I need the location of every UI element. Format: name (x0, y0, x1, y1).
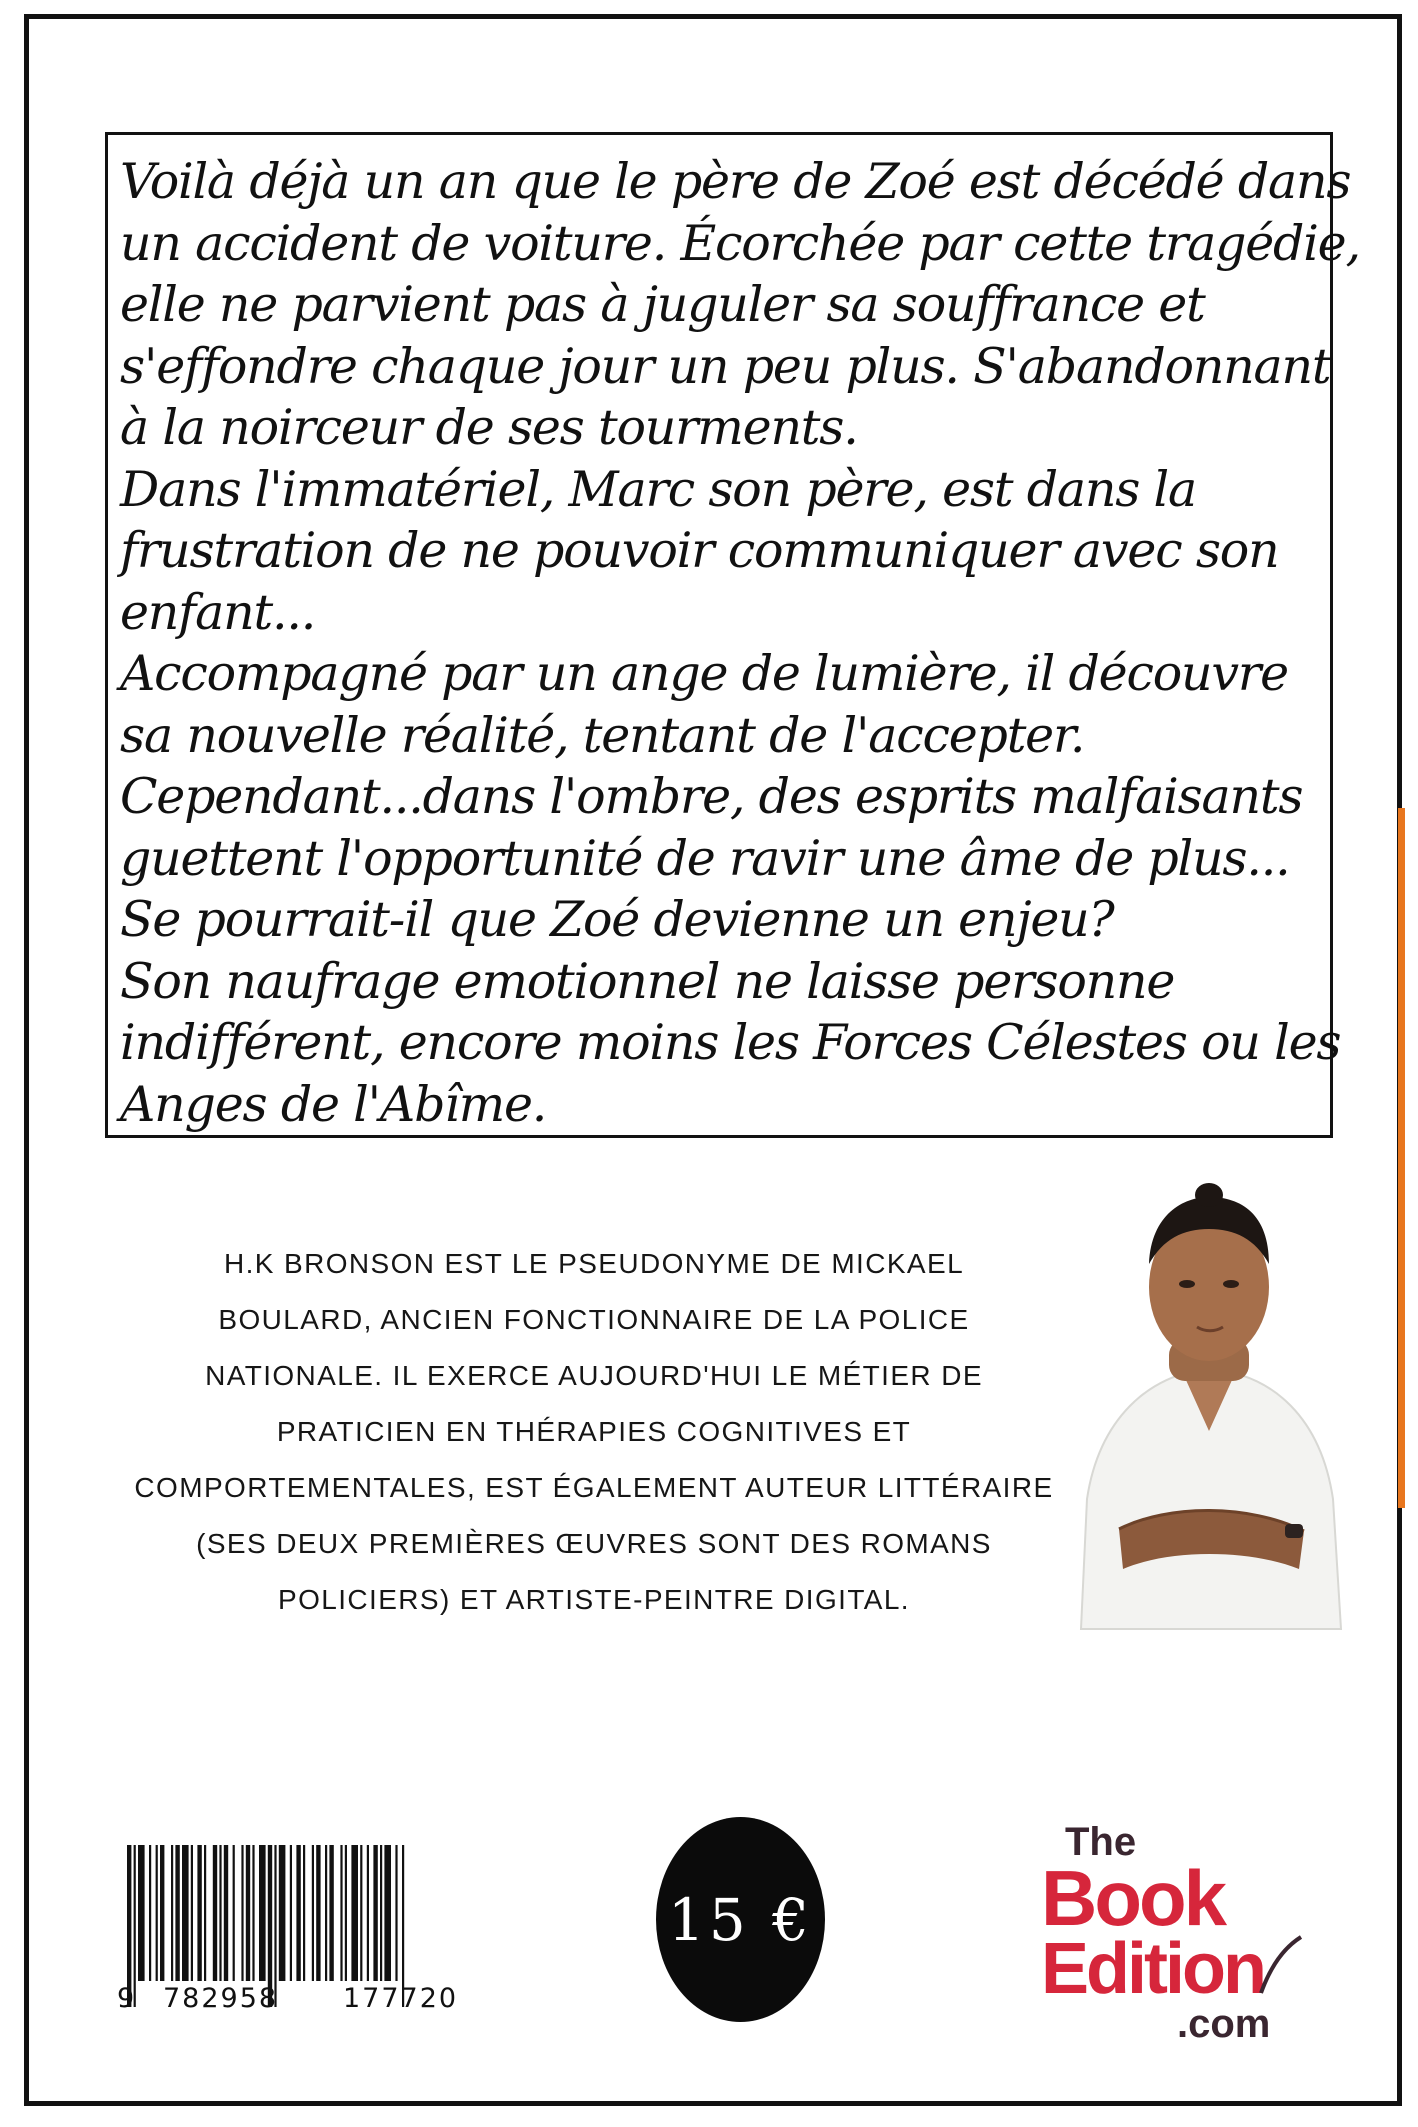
barcode-bar (252, 1845, 254, 1981)
barcode-bar (367, 1845, 369, 1981)
price-badge (656, 1817, 825, 2022)
barcode-bar (380, 1845, 382, 1981)
bio-line: NATIONALE. IL EXERCE AUJOURD'HUI LE MÉTIER DE (205, 1360, 983, 1391)
bio-line: (SES DEUX PREMIÈRES ŒUVRES SONT DES ROMANS (196, 1528, 992, 1559)
barcode-digits-left: 782958 (163, 1983, 279, 2014)
barcode-bar (345, 1845, 347, 1981)
publisher-logo-book: Book (1041, 1854, 1224, 1942)
barcode-bar (171, 1845, 173, 1981)
synopsis-line: sa nouvelle réalité, tentant de l'accepter. (120, 706, 1085, 764)
author-biography (99, 1236, 1089, 1628)
barcode-bar (312, 1845, 314, 1981)
publisher-logo-com: .com (1177, 2002, 1271, 2046)
synopsis-line: indifférent, encore moins les Forces Célestes ou les (120, 1014, 1341, 1071)
bio-line: BOULARD, ANCIEN FONCTIONNAIRE DE LA POLICE (218, 1304, 970, 1335)
bio-line: POLICIERS) ET ARTISTE-PEINTRE DIGITAL. (278, 1584, 910, 1615)
synopsis-line: à la noirceur de ses tourments. (120, 399, 858, 456)
publisher-logo-the: The (1065, 1820, 1137, 1864)
publisher-logo (1039, 1815, 1329, 2055)
barcode-bar (290, 1845, 292, 1981)
barcode-bar (384, 1845, 391, 1981)
book-back-cover (24, 14, 1402, 2106)
synopsis-line: frustration de ne pouvoir communiquer avec son (120, 522, 1279, 579)
barcode-bar (395, 1845, 397, 1981)
barcode-bar (160, 1845, 164, 1981)
barcode-bar (149, 1845, 151, 1981)
barcode-bar (175, 1845, 179, 1981)
barcode-bar (224, 1845, 228, 1981)
synopsis-line: guettent l'opportunité de ravir une âme de plus... (120, 829, 1290, 887)
author-portrait (1081, 1183, 1341, 1629)
synopsis-line: Cependant...dans l'ombre, des esprits malfaisants (120, 768, 1303, 825)
synopsis-box (105, 132, 1360, 1138)
barcode-bar (219, 1845, 221, 1981)
synopsis-line: Dans l'immatériel, Marc son père, est dans la (120, 460, 1197, 518)
barcode-bar (233, 1845, 235, 1981)
barcode-bar (241, 1845, 243, 1981)
barcode-bar (316, 1845, 320, 1981)
synopsis-line: Accompagné par un ange de lumière, il découvre (120, 645, 1288, 702)
barcode-bar (204, 1845, 206, 1981)
barcode-bar (182, 1845, 189, 1981)
barcode-bar (279, 1845, 286, 1981)
synopsis-line: elle ne parvient pas à juguler sa souffrance et (120, 276, 1205, 333)
barcode-digit-prefix: 9 (117, 1983, 135, 2014)
bio-line: COMPORTEMENTALES, EST ÉGALEMENT AUTEUR LITTÉRAIRE (134, 1472, 1054, 1503)
barcode-bar (191, 1845, 193, 1981)
barcode-digits (117, 1983, 483, 2019)
publisher-logo-edition: Edition (1041, 1929, 1264, 2009)
barcode-bar (156, 1845, 158, 1981)
synopsis-line: Anges de l'Abîme. (120, 1075, 547, 1133)
barcode-bar (303, 1845, 305, 1981)
price-label: 15 € (667, 1885, 814, 1954)
synopsis-line: enfant... (120, 583, 316, 641)
synopsis-line: un accident de voiture. Écorchée par cette tragédie, (120, 214, 1360, 272)
barcode-bar (138, 1845, 145, 1981)
synopsis-line: Se pourrait-il que Zoé devienne un enjeu? (120, 891, 1114, 948)
quill-icon (1261, 1937, 1301, 1993)
synopsis-line: s'effondre chaque jour un peu plus. S'abandonnant (120, 337, 1331, 395)
barcode-digits-right: 177720 (343, 1983, 459, 2014)
bio-line: H.K BRONSON EST LE PSEUDONYME DE MICKAEL (223, 1248, 965, 1279)
barcode-bar (246, 1845, 250, 1981)
synopsis-line: Son naufrage emotionnel ne laisse personne (120, 952, 1175, 1010)
barcode-bar (259, 1845, 266, 1981)
barcode-bar (340, 1845, 342, 1981)
barcode-bar (197, 1845, 201, 1981)
synopsis-line: Voilà déjà un an que le père de Zoé est décédé dans (120, 153, 1351, 210)
barcode-bar (360, 1845, 362, 1981)
spine-edge-stripe (1398, 808, 1405, 1508)
barcode-bar (325, 1845, 327, 1981)
barcode-bar (329, 1845, 333, 1981)
barcode-bar (351, 1845, 358, 1981)
bio-line: PRATICIEN EN THÉRAPIES COGNITIVES ET (276, 1416, 912, 1447)
barcode-bar (373, 1845, 377, 1981)
author-photo (1059, 1169, 1359, 1649)
barcode-bar (213, 1845, 217, 1981)
barcode-bar (296, 1845, 300, 1981)
